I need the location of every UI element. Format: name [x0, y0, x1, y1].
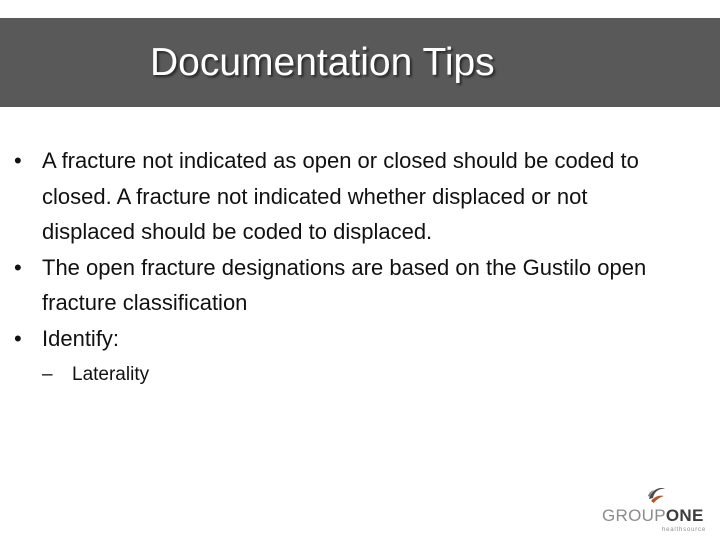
sub-bullet-text: Laterality: [72, 364, 150, 385]
bullet-marker: •: [14, 148, 22, 173]
slide-content: [14, 143, 674, 390]
swoosh-logo-icon: [645, 484, 667, 506]
bullet-item: [14, 143, 674, 250]
sub-bullet-item: [14, 360, 674, 390]
bullet-marker: •: [14, 325, 22, 351]
logo-tagline: healthsource: [662, 527, 706, 533]
logo-word-one: ONE: [665, 506, 704, 525]
logo-word-group: GROUP: [602, 506, 666, 525]
bullet-item: [14, 321, 674, 357]
groupone-logo: [598, 484, 716, 536]
logo-wordmark: [602, 506, 704, 526]
bullet-marker: •: [14, 254, 22, 280]
sub-bullet-marker: –: [42, 364, 53, 385]
bullet-item: [14, 250, 674, 321]
bullet-text: A fracture not indicated as open or closed should be coded to closed. A fracture not indicated whether displaced or not displaced should be coded to displaced.: [42, 148, 639, 244]
bullet-text: Identify:: [42, 325, 120, 351]
slide-title: Documentation Tips: [150, 41, 495, 84]
bullet-text: The open fracture designations are based on the Gustilo open fracture classification: [42, 254, 647, 315]
